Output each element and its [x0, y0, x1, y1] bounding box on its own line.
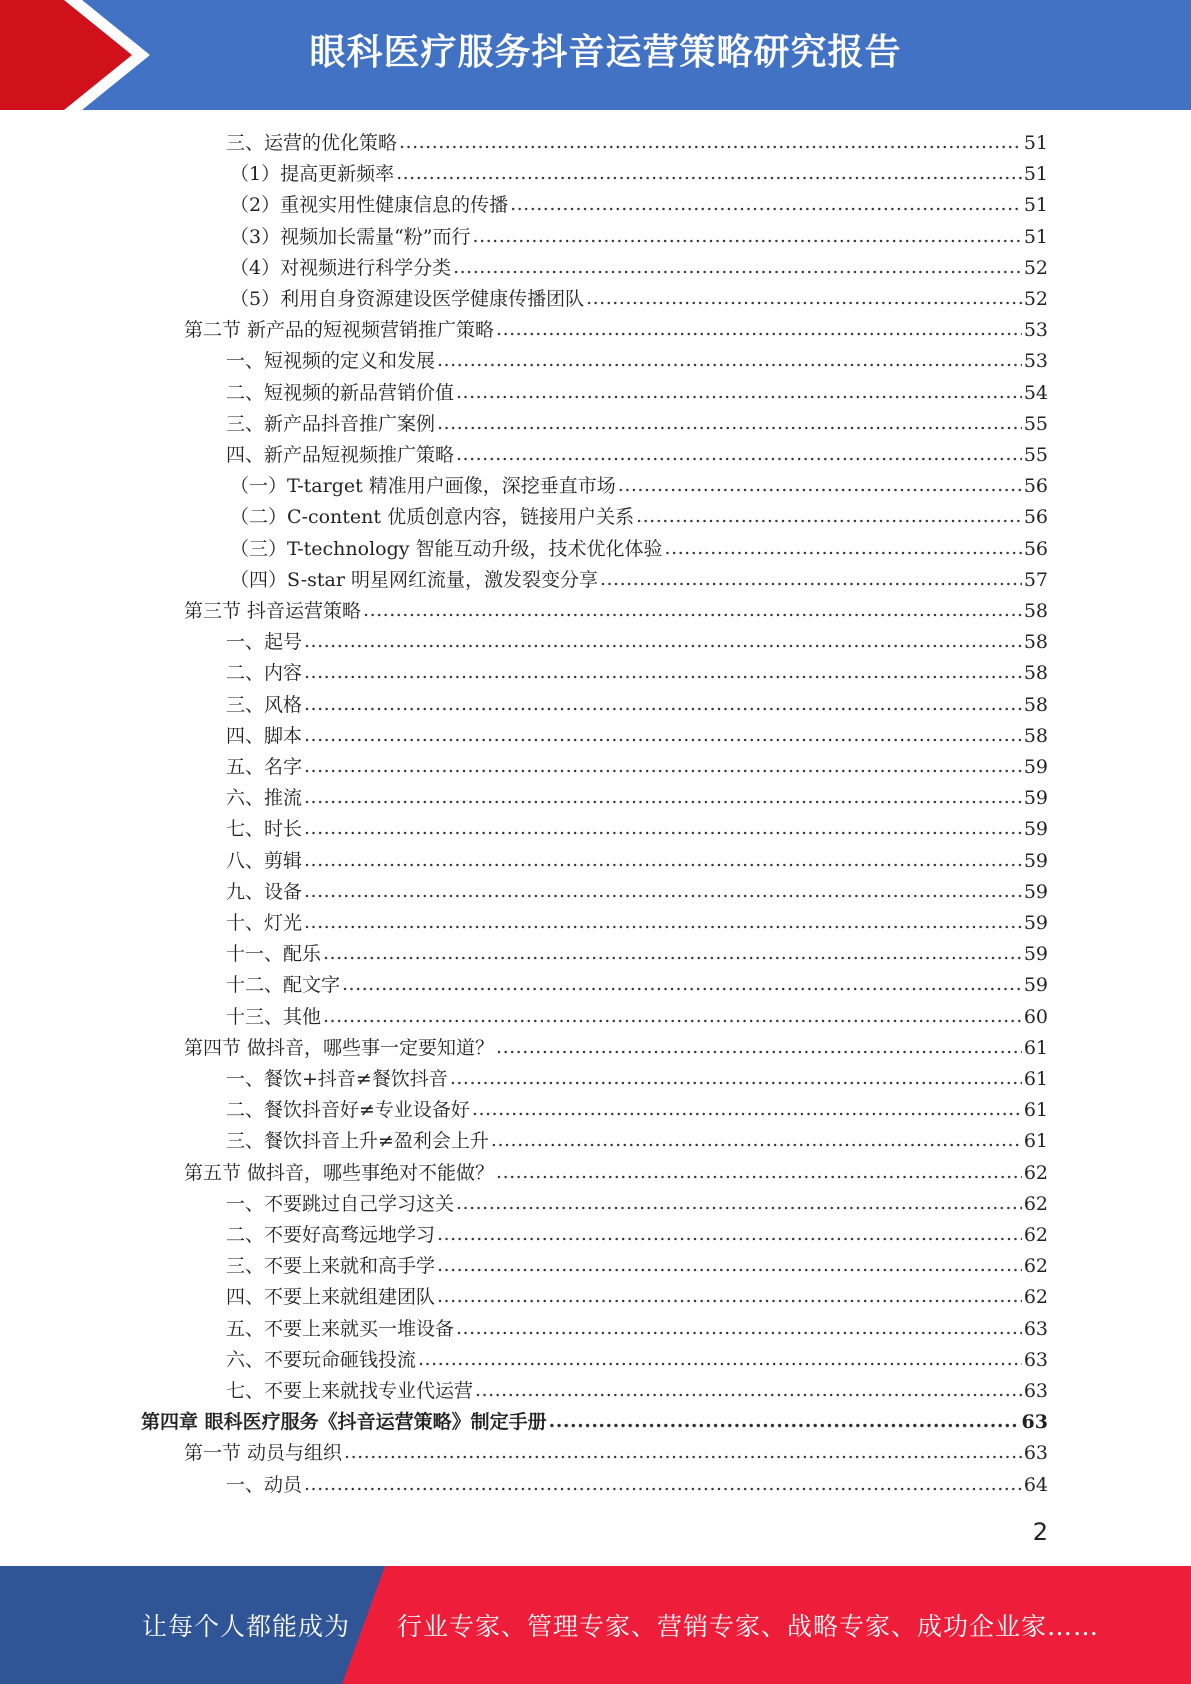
- toc-entry[interactable]: [226, 128, 1048, 159]
- toc-entry-page: 62: [1023, 1224, 1048, 1246]
- toc-entry-label: 四、脚本: [226, 724, 303, 747]
- toc-entry[interactable]: [226, 1064, 1048, 1095]
- footer-slogan-right: 行业专家、管理专家、营销专家、战略专家、成功企业家……: [397, 1612, 1100, 1641]
- toc-entry-label: 三、风格: [226, 693, 303, 716]
- toc-entry-label: 十三、其他: [226, 1005, 322, 1028]
- toc-entry-page: 51: [1023, 225, 1048, 248]
- toc-entry[interactable]: [226, 346, 1048, 377]
- toc-entry[interactable]: [226, 846, 1048, 877]
- toc-dot-leader: [304, 813, 1022, 844]
- toc-dot-leader: [456, 377, 1022, 408]
- toc-entry-page: 56: [1023, 506, 1048, 529]
- toc-entry-label: （四）S-star 明星网红流量，激发裂变分享: [230, 568, 598, 591]
- toc-entry[interactable]: [226, 409, 1048, 440]
- toc-entry[interactable]: [226, 378, 1048, 409]
- toc-entry-page: 51: [1023, 132, 1048, 154]
- toc-dot-leader: [600, 564, 1022, 595]
- toc-entry-page: 63: [1023, 1380, 1048, 1402]
- toc-entry-page: 59: [1023, 818, 1048, 841]
- toc-entry-label: （3）视频加长需量“粉”而行: [230, 225, 471, 248]
- toc-entry[interactable]: [230, 159, 1048, 190]
- toc-entry-label: 六、推流: [226, 787, 303, 810]
- toc-entry-label: 一、餐饮+抖音≠餐饮抖音: [226, 1068, 448, 1090]
- toc-dot-leader: [496, 1157, 1022, 1188]
- toc-entry-label: 二、内容: [226, 662, 303, 685]
- toc-entry[interactable]: [226, 627, 1048, 658]
- toc-entry-page: 59: [1023, 880, 1048, 903]
- toc-entry-page: 61: [1023, 1130, 1048, 1153]
- toc-entry-label: 四、不要上来就组建团队: [226, 1286, 436, 1309]
- toc-entry[interactable]: [226, 1282, 1048, 1313]
- toc-entry[interactable]: [230, 565, 1048, 596]
- toc-dot-leader: [491, 1125, 1022, 1156]
- toc-dot-leader: [636, 501, 1022, 532]
- toc-entry-page: 60: [1023, 1005, 1048, 1028]
- toc-dot-leader: [304, 751, 1022, 782]
- toc-entry[interactable]: [226, 752, 1048, 783]
- toc-entry[interactable]: [226, 877, 1048, 908]
- toc-entry-page: 59: [1023, 943, 1048, 966]
- toc-entry-page: 55: [1023, 444, 1048, 466]
- toc-dot-leader: [363, 595, 1022, 626]
- toc-entry-label: 五、不要上来就买一堆设备: [226, 1317, 455, 1340]
- toc-entry[interactable]: [226, 939, 1048, 970]
- toc-entry-label: 十一、配乐: [226, 943, 322, 966]
- toc-dot-leader: [456, 1313, 1022, 1344]
- toc-entry-page: 62: [1023, 1192, 1048, 1215]
- toc-entry[interactable]: [230, 471, 1048, 502]
- toc-entry[interactable]: [226, 721, 1048, 752]
- toc-dot-leader: [304, 626, 1022, 657]
- toc-entry[interactable]: [226, 814, 1048, 845]
- toc-entry-page: 54: [1023, 381, 1048, 404]
- toc-entry-label: 二、餐饮抖音好≠专业设备好: [226, 1099, 470, 1122]
- toc-entry-page: 56: [1023, 537, 1048, 560]
- toc-entry[interactable]: [226, 1002, 1048, 1033]
- toc-dot-leader: [437, 1250, 1022, 1281]
- toc-entry[interactable]: [226, 970, 1048, 1001]
- toc-entry-page: 62: [1023, 1255, 1048, 1278]
- toc-entry-page: 56: [1023, 475, 1048, 498]
- toc-entry-label: 五、名字: [226, 756, 303, 778]
- toc-entry-label: （三）T-technology 智能互动升级，技术优化体验: [230, 537, 663, 560]
- toc-dot-leader: [475, 1375, 1022, 1406]
- toc-entry-label: 一、不要跳过自己学习这关: [226, 1192, 455, 1215]
- toc-dot-leader: [304, 689, 1022, 720]
- toc-entry-page: 59: [1023, 912, 1048, 934]
- toc-dot-leader: [437, 345, 1022, 376]
- toc-entry-page: 59: [1023, 974, 1048, 997]
- toc-dot-leader: [304, 845, 1022, 876]
- toc-entry-label: （4）对视频进行科学分类: [230, 256, 452, 279]
- toc-entry-page: 61: [1023, 1036, 1048, 1059]
- toc-entry[interactable]: [226, 1376, 1048, 1407]
- toc-entry-label: 八、剪辑: [226, 849, 303, 872]
- toc-entry[interactable]: [226, 1189, 1048, 1220]
- toc-entry[interactable]: [226, 1126, 1048, 1157]
- toc-dot-leader: [304, 876, 1022, 907]
- toc-entry-page: 59: [1023, 756, 1048, 778]
- toc-dot-leader: [418, 1344, 1022, 1375]
- toc-entry[interactable]: [184, 596, 1048, 627]
- toc-dot-leader: [304, 782, 1022, 813]
- toc-dot-leader: [323, 938, 1022, 969]
- toc-dot-leader: [453, 252, 1022, 283]
- toc-entry-page: 53: [1023, 319, 1048, 342]
- toc-entry[interactable]: [226, 1220, 1048, 1251]
- toc-dot-leader: [323, 1001, 1022, 1032]
- toc-entry[interactable]: [184, 1158, 1048, 1189]
- toc-entry[interactable]: [184, 315, 1048, 346]
- toc-entry-label: 三、不要上来就和高手学: [226, 1255, 436, 1278]
- toc-entry-label: 一、短视频的定义和发展: [226, 350, 436, 373]
- toc-entry[interactable]: [184, 1033, 1048, 1064]
- toc-entry-page: 63: [1023, 1317, 1048, 1340]
- toc-entry-label: 第五节 做抖音，哪些事绝对不能做？: [184, 1161, 495, 1184]
- toc-dot-leader: [304, 1469, 1022, 1500]
- toc-entry-label: 二、不要好高骛远地学习: [226, 1224, 436, 1246]
- toc-dot-leader: [396, 158, 1022, 189]
- toc-entry-label: 十、灯光: [226, 912, 303, 934]
- toc-dot-leader: [496, 1032, 1022, 1063]
- toc-entry-page: 55: [1023, 412, 1048, 435]
- toc-entry[interactable]: [226, 1470, 1048, 1501]
- toc-entry[interactable]: [226, 1345, 1048, 1376]
- toc-entry-label: 第三节 抖音运营策略: [184, 600, 362, 622]
- toc-entry-page: 58: [1023, 662, 1048, 685]
- toc-dot-leader: [665, 533, 1022, 564]
- toc-entry[interactable]: [230, 222, 1048, 253]
- toc-entry-page: 53: [1023, 350, 1048, 373]
- toc-dot-leader: [456, 439, 1022, 470]
- toc-entry-label: 九、设备: [226, 880, 303, 903]
- toc-entry[interactable]: [230, 534, 1048, 565]
- toc-dot-leader: [472, 1094, 1022, 1125]
- toc-dot-leader: [618, 470, 1022, 501]
- toc-entry[interactable]: [230, 190, 1048, 221]
- toc-entry[interactable]: [141, 1407, 1048, 1438]
- toc-dot-leader: [473, 221, 1022, 252]
- toc-entry-page: 64: [1023, 1473, 1048, 1496]
- toc-entry[interactable]: [230, 284, 1048, 315]
- toc-dot-leader: [344, 1437, 1022, 1468]
- toc-entry-page: 59: [1023, 849, 1048, 872]
- toc-entry-label: 十二、配文字: [226, 974, 341, 997]
- footer-slogan-left: 让每个人都能成为: [142, 1612, 351, 1641]
- toc-dot-leader: [304, 657, 1022, 688]
- toc-entry[interactable]: [226, 908, 1048, 939]
- toc-entry-label: 第四章 眼科医疗服务《抖音运营策略》制定手册: [141, 1411, 547, 1434]
- toc-entry[interactable]: [230, 253, 1048, 284]
- toc-entry-page: 61: [1023, 1068, 1048, 1090]
- toc-entry[interactable]: [226, 783, 1048, 814]
- toc-entry-page: 63: [1021, 1411, 1048, 1434]
- toc-dot-leader: [437, 1219, 1022, 1250]
- toc-entry[interactable]: [226, 1314, 1048, 1345]
- toc-dot-leader: [399, 127, 1022, 158]
- toc-entry-label: 三、运营的优化策略: [226, 132, 398, 154]
- toc-entry-label: 第一节 动员与组织: [184, 1442, 343, 1465]
- toc-entry-page: 63: [1023, 1348, 1048, 1371]
- toc-entry-page: 58: [1023, 693, 1048, 716]
- toc-entry-page: 57: [1023, 568, 1048, 591]
- toc-entry-label: 一、起号: [226, 631, 303, 654]
- toc-dot-leader: [304, 907, 1022, 938]
- toc-entry[interactable]: [226, 1095, 1048, 1126]
- toc-dot-leader: [304, 720, 1022, 751]
- toc-entry-page: 62: [1023, 1161, 1048, 1184]
- toc-entry-label: 七、时长: [226, 818, 303, 841]
- toc-entry-label: （2）重视实用性健康信息的传播: [230, 194, 509, 217]
- toc-entry[interactable]: [230, 502, 1048, 533]
- toc-entry-page: 59: [1023, 787, 1048, 810]
- toc-entry[interactable]: [184, 1438, 1048, 1469]
- toc-entry-label: 三、餐饮抖音上升≠盈利会上升: [226, 1130, 489, 1153]
- toc-entry-label: 六、不要玩命砸钱投流: [226, 1348, 417, 1371]
- toc-entry-label: 四、新产品短视频推广策略: [226, 444, 455, 466]
- toc-entry[interactable]: [226, 440, 1048, 471]
- toc-dot-leader: [510, 189, 1022, 220]
- toc-entry-page: 51: [1023, 194, 1048, 217]
- page-number: 2: [1032, 1518, 1048, 1546]
- page-header: [0, 0, 1191, 110]
- toc-dot-leader: [549, 1406, 1020, 1437]
- toc-entry-label: 七、不要上来就找专业代运营: [226, 1380, 474, 1402]
- toc-dot-leader: [496, 314, 1022, 345]
- toc-entry[interactable]: [226, 1251, 1048, 1282]
- toc-entry-page: 62: [1023, 1286, 1048, 1309]
- toc-entry-page: 58: [1023, 600, 1048, 622]
- toc-dot-leader: [342, 969, 1022, 1000]
- toc-entry[interactable]: [226, 690, 1048, 721]
- toc-entry-label: 第二节 新产品的短视频营销推广策略: [184, 319, 495, 342]
- toc-entry-label: 二、短视频的新品营销价值: [226, 381, 455, 404]
- page-footer: [0, 1566, 1191, 1684]
- toc-entry-label: （5）利用自身资源建设医学健康传播团队: [230, 288, 585, 310]
- toc-entry-page: 52: [1023, 256, 1048, 279]
- report-title: 眼科医疗服务抖音运营策略研究报告: [309, 32, 902, 73]
- toc-entry-page: 63: [1023, 1442, 1048, 1465]
- toc-entry-page: 51: [1023, 163, 1048, 186]
- toc-entry-page: 61: [1023, 1099, 1048, 1122]
- toc-entry-label: 三、新产品抖音推广案例: [226, 412, 436, 435]
- toc-entry-label: （二）C-content 优质创意内容，链接用户关系: [230, 506, 635, 529]
- toc-entry-page: 58: [1023, 631, 1048, 654]
- toc-dot-leader: [437, 408, 1022, 439]
- toc-entry-page: 52: [1023, 288, 1048, 310]
- toc-entry-page: 58: [1023, 724, 1048, 747]
- toc-entry-label: （1）提高更新频率: [230, 163, 395, 186]
- toc-dot-leader: [586, 283, 1022, 314]
- toc-entry-label: 一、动员: [226, 1473, 303, 1496]
- toc-dot-leader: [437, 1281, 1022, 1312]
- toc-entry[interactable]: [226, 658, 1048, 689]
- toc-dot-leader: [450, 1063, 1022, 1094]
- toc-entry-label: （一）T-target 精准用户画像，深挖垂直市场: [230, 475, 616, 498]
- toc-entry-label: 第四节 做抖音，哪些事一定要知道？: [184, 1036, 495, 1059]
- toc-dot-leader: [456, 1188, 1022, 1219]
